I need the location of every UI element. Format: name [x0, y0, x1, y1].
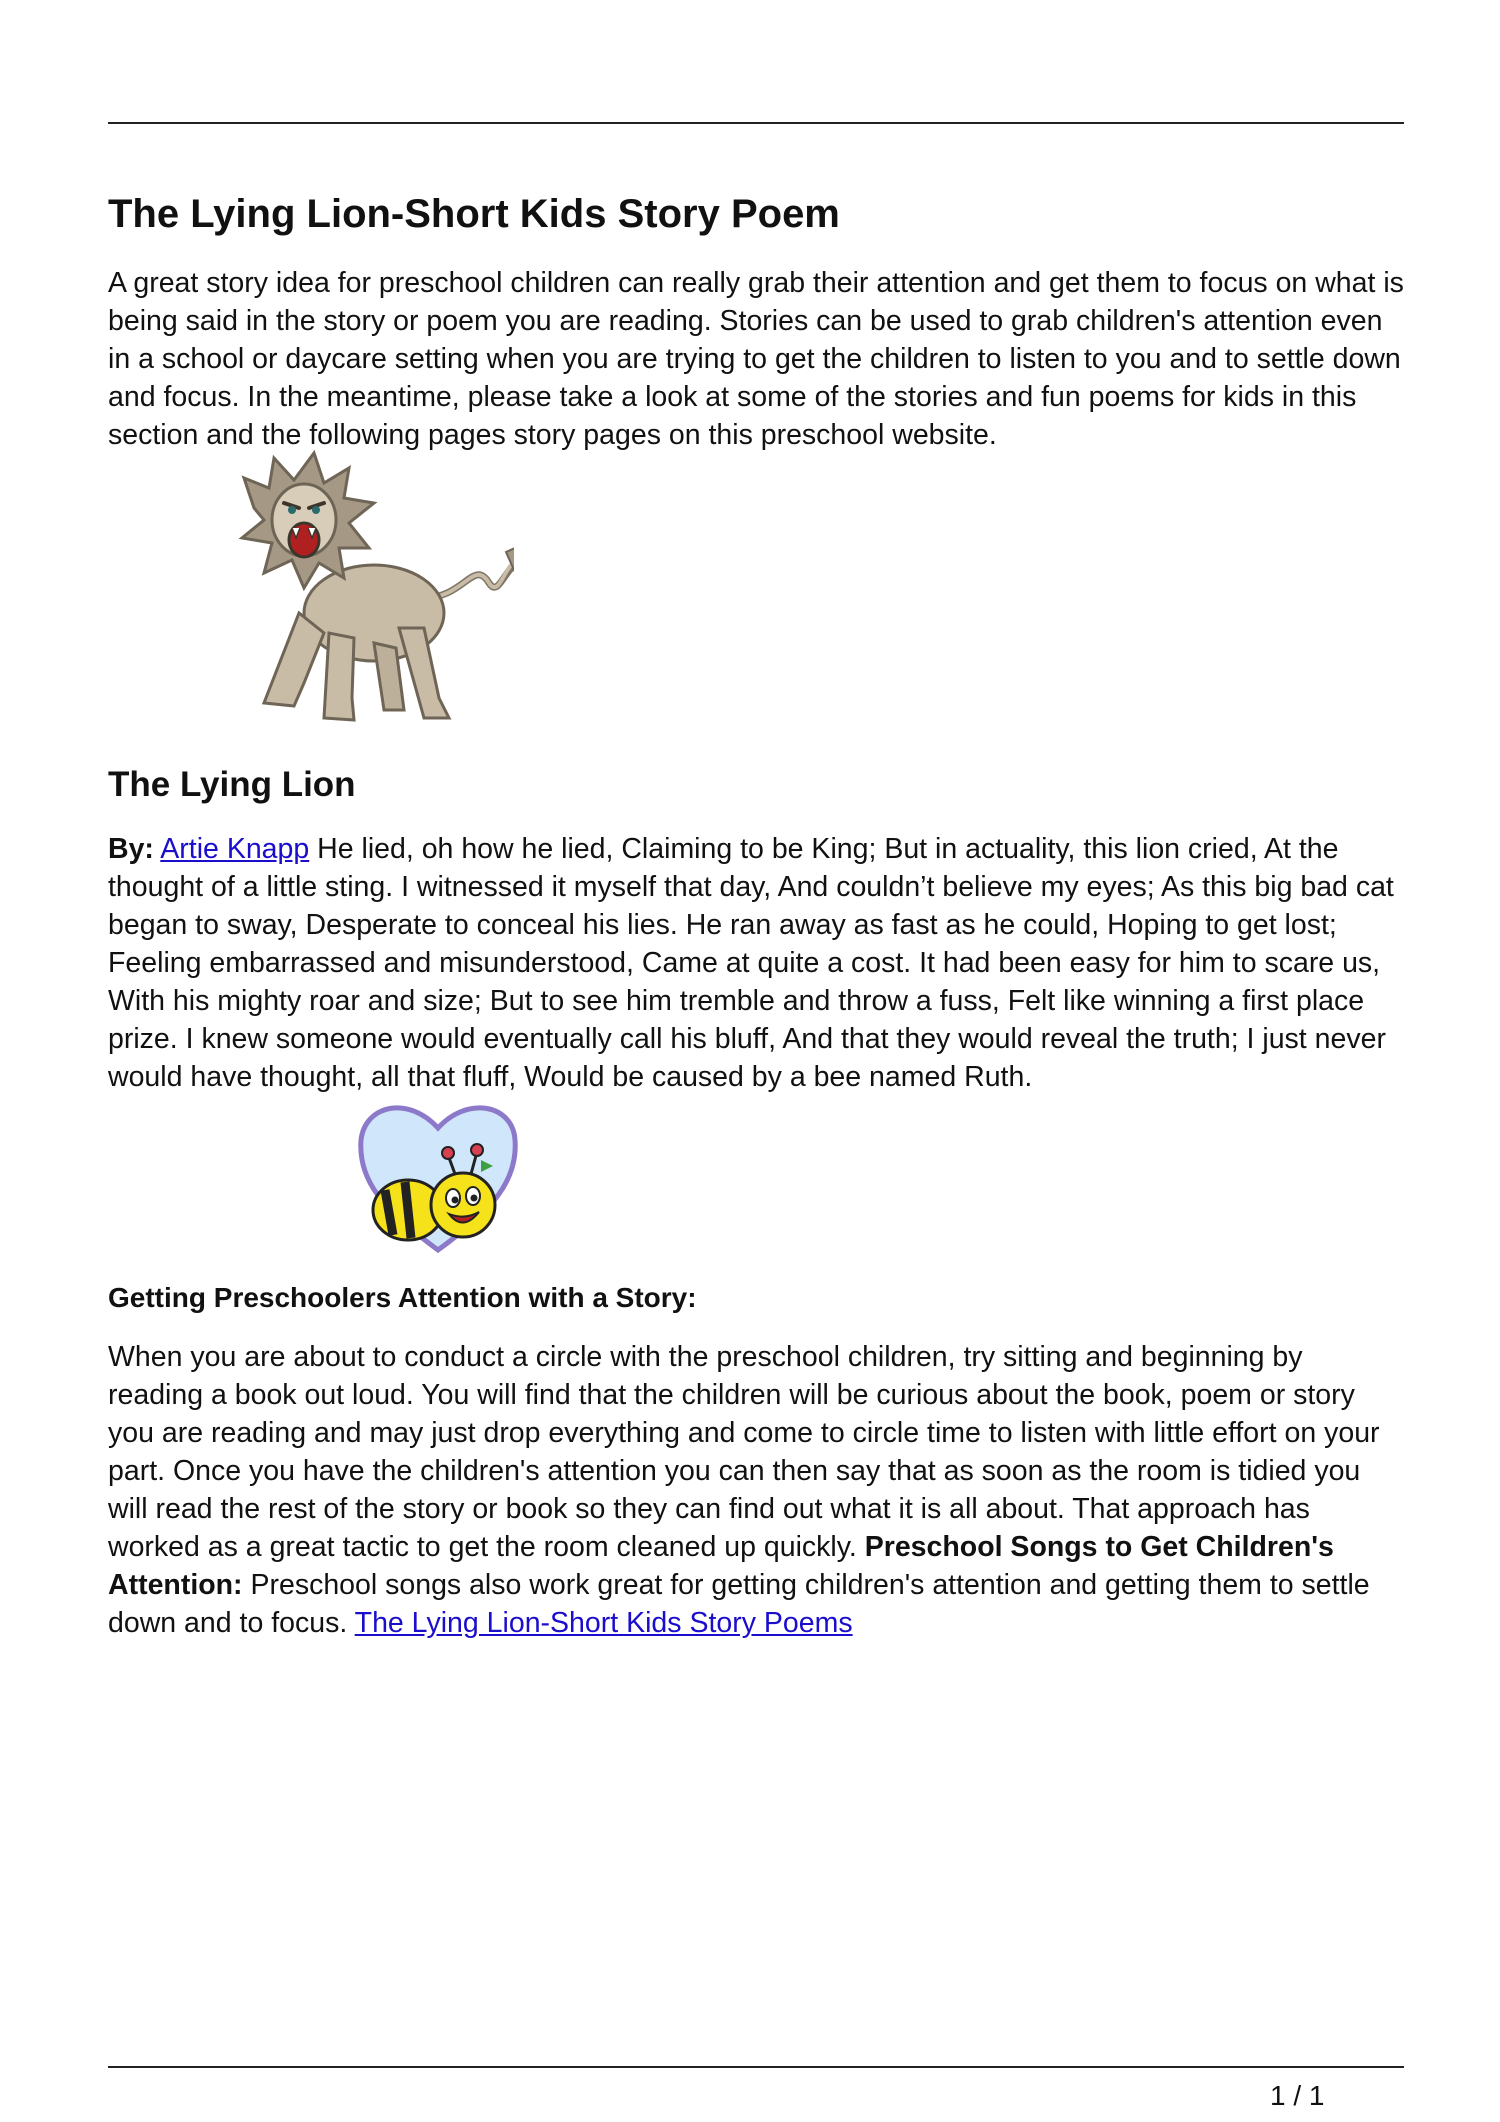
page-title: The Lying Lion-Short Kids Story Poem — [108, 192, 840, 236]
section-text: When you are about to conduct a circle with the preschool children, try sitting and beginning by reading a book out loud. You will find that the children will be curious about the book, poem or story you are reading and may just drop everything and come to circle time to listen with little effort on your part. Once you have the children's attention you can then say that as soon as the room is tidied you will read the rest of the story or book so they can find out what it is all about. That approach has worked as a great tactic to get the room cleaned up quickly. — [108, 1341, 1380, 1564]
author-link[interactable]: Artie Knapp — [160, 833, 310, 865]
page-number: 1 / 1 — [1270, 2080, 1325, 2111]
songs-heading: Preschool Songs to Get Children's Attention: — [108, 1531, 1334, 1602]
poem-text: He lied, oh how he lied, Claiming to be King; But in actuality, this lion cried, At the thought of a little sting. I witnessed it myself that day, And couldn’t believe my eyes; As this big bad cat began to sway, Desperate to conceal his lies. He ran away as fast as he could, Hoping to get lost; Feeling embarrassed and misunderstood, Came at quite a cost. It had been easy for him to scare us, With his mighty roar and size; But to see him tremble and throw a fuss, Felt like winning a first place prize. I knew someone would eventually call his bluff, And that they would reveal the truth; I just never would have thought, all that fluff, Would be caused by a bee named Ruth. — [108, 833, 1394, 1093]
poem-heading: The Lying Lion — [108, 765, 356, 804]
poem-paragraph — [108, 830, 1404, 1096]
songs-text: Preschool songs also work great for getting children's attention and getting them to settle down and to focus. — [108, 1569, 1370, 1640]
story-poems-link[interactable]: The Lying Lion-Short Kids Story Poems — [354, 1607, 853, 1640]
byline-label: By: — [108, 833, 154, 865]
document-body — [108, 190, 1404, 1642]
footer-rule — [108, 2066, 1404, 2068]
bee-image — [353, 1090, 523, 1260]
intro-paragraph: A great story idea for preschool children can really grab their attention and get them to focus on what is being said in the story or poem you are reading. Stories can be used to grab children's attention even in a school or daycare setting when you are trying to get the children to listen to you and to settle down and focus. In the meantime, please take a look at some of the stories and fun poems for kids in this section and the following pages story pages on this preschool website. — [108, 267, 1404, 451]
lion-image — [224, 448, 514, 738]
header-rule — [108, 122, 1404, 124]
section-paragraph — [108, 1338, 1404, 1642]
section-heading: Getting Preschoolers Attention with a Story: — [108, 1282, 697, 1313]
